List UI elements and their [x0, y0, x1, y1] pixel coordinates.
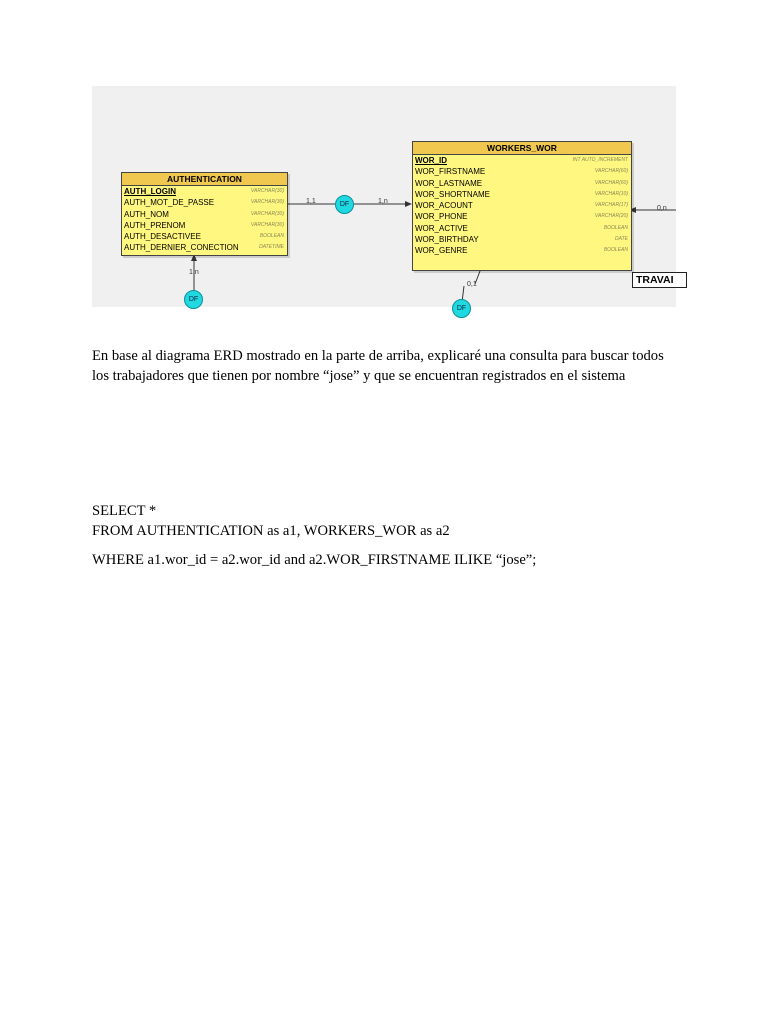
entity-field: WOR_ACTIVE BOOLEAN	[415, 223, 628, 233]
entity-field: WOR_GENRE BOOLEAN	[415, 246, 628, 256]
workers-entity	[412, 141, 632, 271]
entity-field: AUTH_DERNIER_CONECTION DATETIME	[124, 243, 284, 253]
erd-diagram	[92, 86, 676, 312]
travail-entity-label: TRAVAI	[632, 272, 687, 288]
cardinality-label: 1,n	[378, 198, 388, 205]
cardinality-label: 0,1	[467, 281, 477, 288]
entity-field: WOR_ACOUNT VARCHAR(17)	[415, 201, 628, 211]
explanation-paragraph: En base al diagrama ERD mostrado en la parte de arriba, explicaré una consulta para buscar todos los trabajadores que tienen por nombre “jose” y que se encuentran registrados en el sistema	[92, 348, 664, 384]
entity-field: AUTH_DESACTIVEE BOOLEAN	[124, 232, 284, 242]
sql-where-line: WHERE a1.wor_id = a2.wor_id and a2.WOR_FIRSTNAME ILIKE “jose”;	[92, 552, 537, 568]
cardinality-label: 1,1	[306, 198, 316, 205]
entity-field: AUTH_PRENOM VARCHAR(30)	[124, 220, 284, 230]
workers-title: WORKERS_WOR	[413, 142, 631, 155]
authentication-title: AUTHENTICATION	[122, 173, 287, 186]
cardinality-label: 1,n	[189, 269, 199, 276]
entity-field: WOR_BIRTHDAY DATE	[415, 235, 628, 245]
entity-field: WOR_FIRSTNAME VARCHAR(60)	[415, 167, 628, 177]
df-node-bottom-right: DF	[452, 299, 471, 318]
authentication-entity	[121, 172, 288, 256]
entity-field: WOR_LASTNAME VARCHAR(60)	[415, 178, 628, 188]
entity-field: WOR_PHONE VARCHAR(20)	[415, 212, 628, 222]
df-node-bottom-left: DF	[184, 290, 203, 309]
cardinality-label: 0,n	[657, 205, 667, 212]
entity-field: AUTH_NOM VARCHAR(30)	[124, 209, 284, 219]
entity-field: AUTH_LOGIN VARCHAR(30)	[124, 187, 284, 196]
df-node-center: DF	[335, 195, 354, 214]
entity-field: WOR_SHORTNAME VARCHAR(10)	[415, 189, 628, 199]
entity-field: AUTH_MOT_DE_PASSE VARCHAR(30)	[124, 198, 284, 208]
entity-field: WOR_ID INT AUTO_INCREMENT	[415, 156, 628, 165]
sql-select-line: SELECT *	[92, 503, 157, 519]
sql-from-line: FROM AUTHENTICATION as a1, WORKERS_WOR as a2	[92, 523, 450, 539]
